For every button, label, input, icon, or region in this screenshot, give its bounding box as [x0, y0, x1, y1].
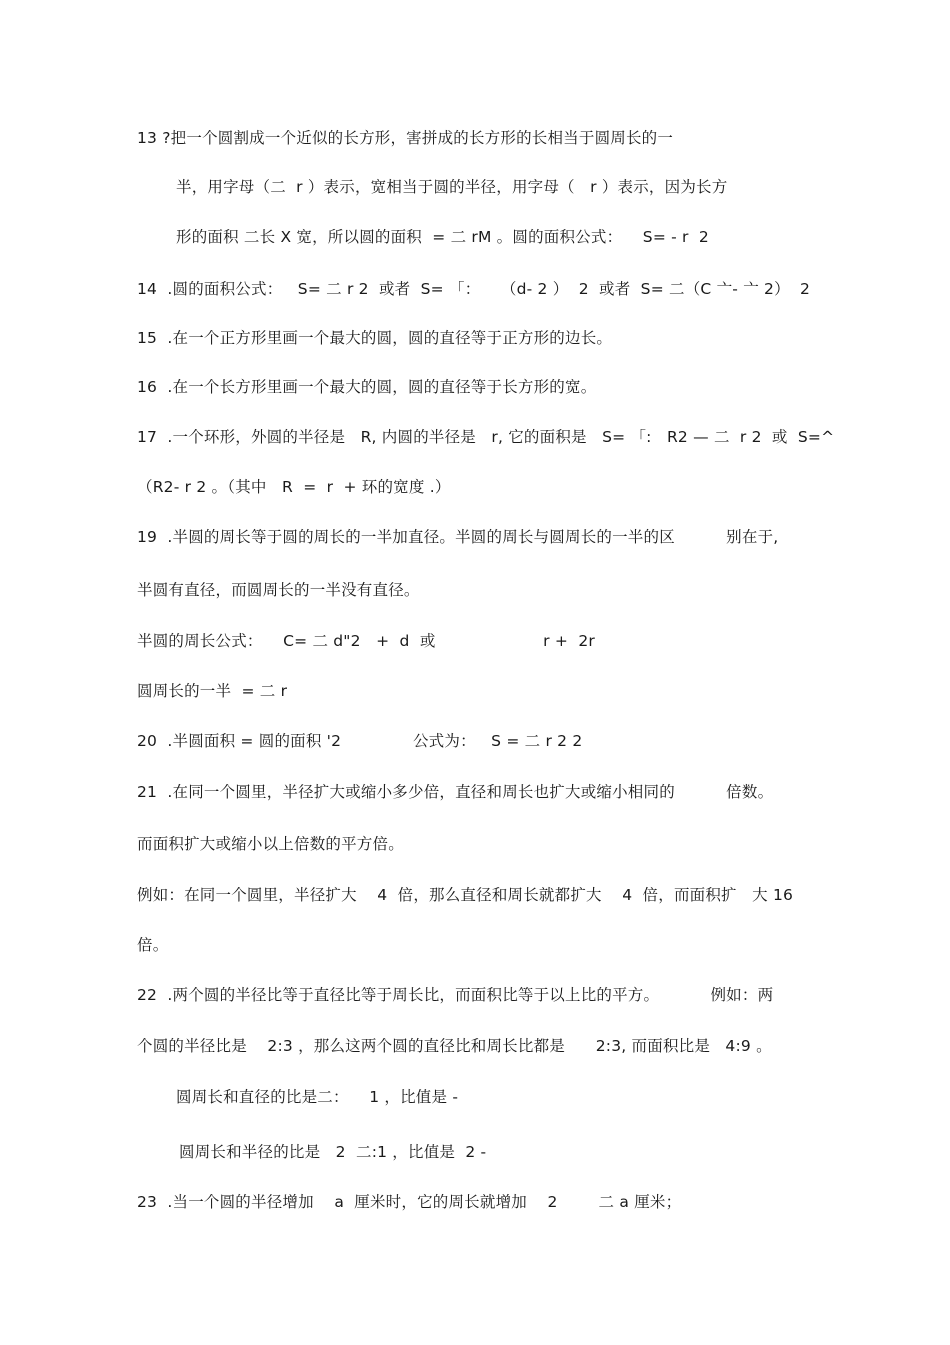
text-line: 21 .在同一个圆里，半径扩大或缩小多少倍，直径和周长也扩大或缩小相同的 倍数。 — [137, 783, 774, 801]
text-line: 例如：在同一个圆里，半径扩大 4 倍，那么直径和周长就都扩大 4 倍，而面积扩 大 16 — [137, 886, 794, 904]
text-line: （R2- r 2 。（其中 R = r + 环的宽度 .） — [137, 478, 451, 496]
text-line: 13 ?把一个圆割成一个近似的长方形，害拼成的长方形的长相当于圆周长的一 — [137, 129, 674, 147]
text-line: 圆周长的一半 = 二 r — [137, 682, 288, 700]
text-line: 23 .当一个圆的半径增加 a 厘米时，它的周长就增加 2 二 a 厘米； — [137, 1193, 682, 1211]
text-line: 20 .半圆面积 = 圆的面积 '2 公式为： S = 二 r 2 2 — [137, 732, 583, 750]
text-line: 半圆的周长公式： C= 二 d"2 + d 或 r + 2r — [137, 632, 595, 650]
text-line: 15 .在一个正方形里画一个最大的圆，圆的直径等于正方形的边长。 — [137, 329, 613, 347]
text-line: 14 .圆的面积公式： S= 二 r 2 或者 S= 「： （d- 2 ） 2 或者 S= 二（C 亠- 亠 2） 2 — [137, 280, 811, 298]
text-line: 个圆的半径比是 2:3 ，那么这两个圆的直径比和周长比都是 2:3, 而面积比是 4:9 。 — [137, 1037, 772, 1055]
text-line: 倍。 — [137, 936, 169, 954]
text-line: 半，用字母（二 r ）表示，宽相当于圆的半径，用字母（ r ）表示，因为长方 — [176, 178, 728, 196]
text-line: 圆周长和直径的比是二： 1 ，比值是 - — [176, 1088, 459, 1106]
text-line: 圆周长和半径的比是 2 二:1 ，比值是 2 - — [179, 1143, 487, 1161]
text-line: 22 .两个圆的半径比等于直径比等于周长比，而面积比等于以上比的平方。 例如：两 — [137, 986, 774, 1004]
text-line: 16 .在一个长方形里画一个最大的圆，圆的直径等于长方形的宽。 — [137, 378, 597, 396]
text-line: 19 .半圆的周长等于圆的周长的一半加直径。半圆的周长与圆周长的一半的区 别在于, — [137, 528, 779, 546]
text-line: 形的面积 二长 X 宽，所以圆的面积 = 二 rM 。圆的面积公式： S= - r 2 — [176, 228, 709, 246]
text-line: 而面积扩大或缩小以上倍数的平方倍。 — [137, 835, 404, 853]
text-line: 半圆有直径，而圆周长的一半没有直径。 — [137, 581, 420, 599]
text-line: 17 .一个环形，外圆的半径是 R, 内圆的半径是 r, 它的面积是 S= 「: R2 — 二 r 2 或 S=^ — [137, 428, 835, 446]
